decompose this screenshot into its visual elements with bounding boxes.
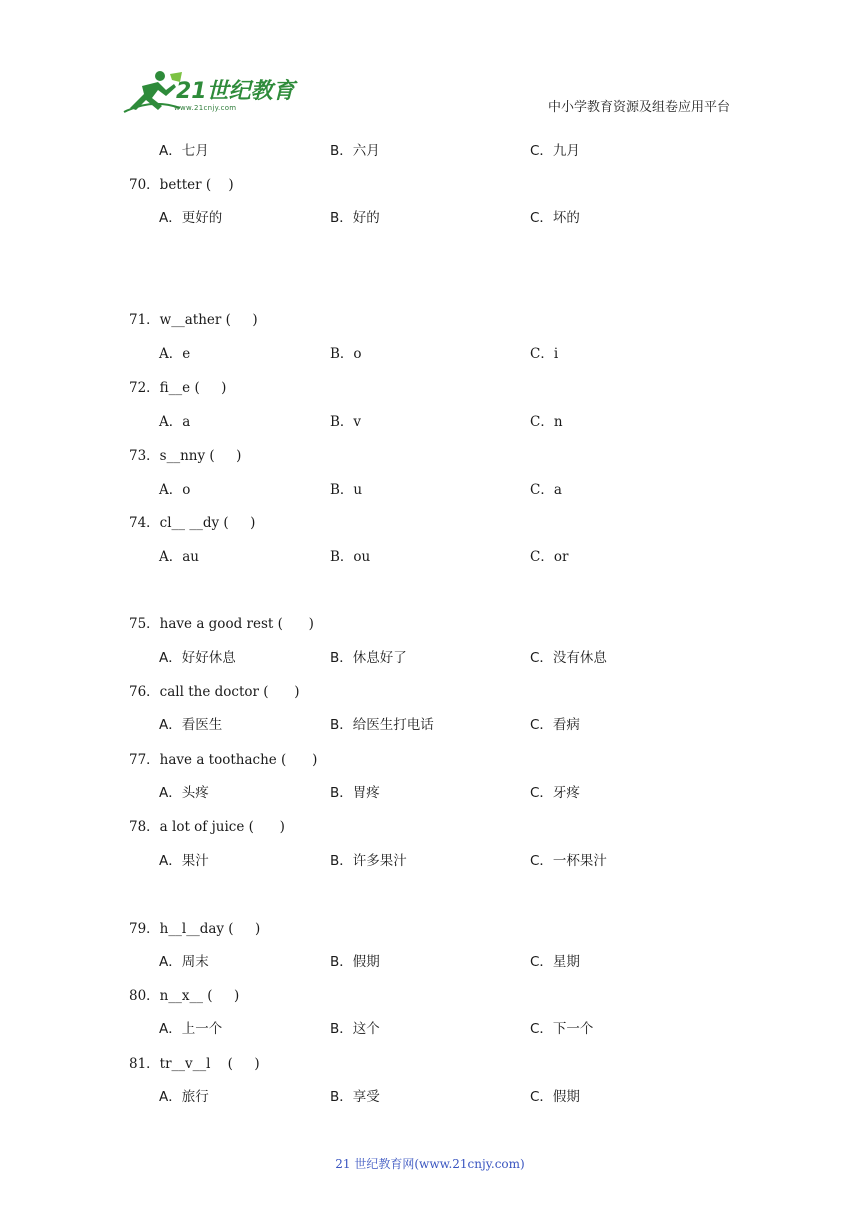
option-c: C．看病 [530, 717, 580, 733]
option-b: B．休息好了 [330, 650, 407, 666]
question-74: 74．cl__ __dy ( ) [129, 515, 256, 531]
question-77: 77．have a toothache ( ) [129, 752, 318, 768]
option-c: C．下一个 [530, 1021, 594, 1037]
option-a: A．上一个 [159, 1021, 223, 1037]
question-72: 72．fi__e ( ) [129, 380, 227, 396]
logo-url: www.21cnjy.com [174, 104, 237, 112]
option-a: A．o [159, 482, 191, 498]
option-c: C．牙疼 [530, 785, 580, 801]
option-a: A．七月 [159, 143, 209, 159]
question-71: 71．w__ather ( ) [129, 312, 258, 328]
option-b: B．u [330, 482, 363, 498]
question-70: 70．better ( ) [129, 177, 234, 193]
option-b: B．o [330, 346, 362, 362]
option-b: B．v [330, 414, 362, 430]
question-80: 80．n__x__ ( ) [129, 988, 240, 1004]
question-79: 79．h__l__day ( ) [129, 921, 261, 937]
platform-title: 中小学教育资源及组卷应用平台 [548, 100, 731, 115]
option-b: B．ou [330, 549, 371, 565]
option-a: A．头疼 [159, 785, 209, 801]
question-78: 78．a lot of juice ( ) [129, 819, 285, 835]
logo-wordmark: 21世纪教育 [176, 79, 295, 104]
option-b: B．好的 [330, 210, 380, 226]
option-a: A．好好休息 [159, 650, 236, 666]
option-b: B．给医生打电话 [330, 717, 434, 733]
option-c: C．假期 [530, 1089, 580, 1105]
option-a: A．更好的 [159, 210, 223, 226]
option-c: C．n [530, 414, 563, 430]
option-b: B．胃疼 [330, 785, 380, 801]
option-b: B．六月 [330, 143, 380, 159]
option-a: A．果汁 [159, 853, 209, 869]
option-a: A．旅行 [159, 1089, 209, 1105]
option-b: B．这个 [330, 1021, 380, 1037]
page-header [0, 0, 860, 130]
option-c: C．i [530, 346, 559, 362]
option-c: C．九月 [530, 143, 580, 159]
option-a: A．周末 [159, 954, 209, 970]
option-b: B．许多果汁 [330, 853, 407, 869]
option-a: A．au [159, 549, 199, 565]
option-c: C．a [530, 482, 562, 498]
page-footer: 21 世纪教育网(www.21cnjy.com) [335, 1157, 525, 1171]
option-a: A．看医生 [159, 717, 223, 733]
question-75: 75．have a good rest ( ) [129, 616, 314, 632]
option-b: B．享受 [330, 1089, 380, 1105]
option-a: A．e [159, 346, 191, 362]
option-c: C．坏的 [530, 210, 580, 226]
option-a: A．a [159, 414, 191, 430]
option-c: C．or [530, 549, 569, 565]
question-81: 81．tr__v__l ( ) [129, 1056, 260, 1072]
option-c: C．星期 [530, 954, 580, 970]
site-logo [122, 68, 302, 116]
option-b: B．假期 [330, 954, 380, 970]
question-76: 76．call the doctor ( ) [129, 684, 300, 700]
question-73: 73．s__nny ( ) [129, 448, 242, 464]
option-c: C．一杯果汁 [530, 853, 607, 869]
option-c: C．没有休息 [530, 650, 607, 666]
